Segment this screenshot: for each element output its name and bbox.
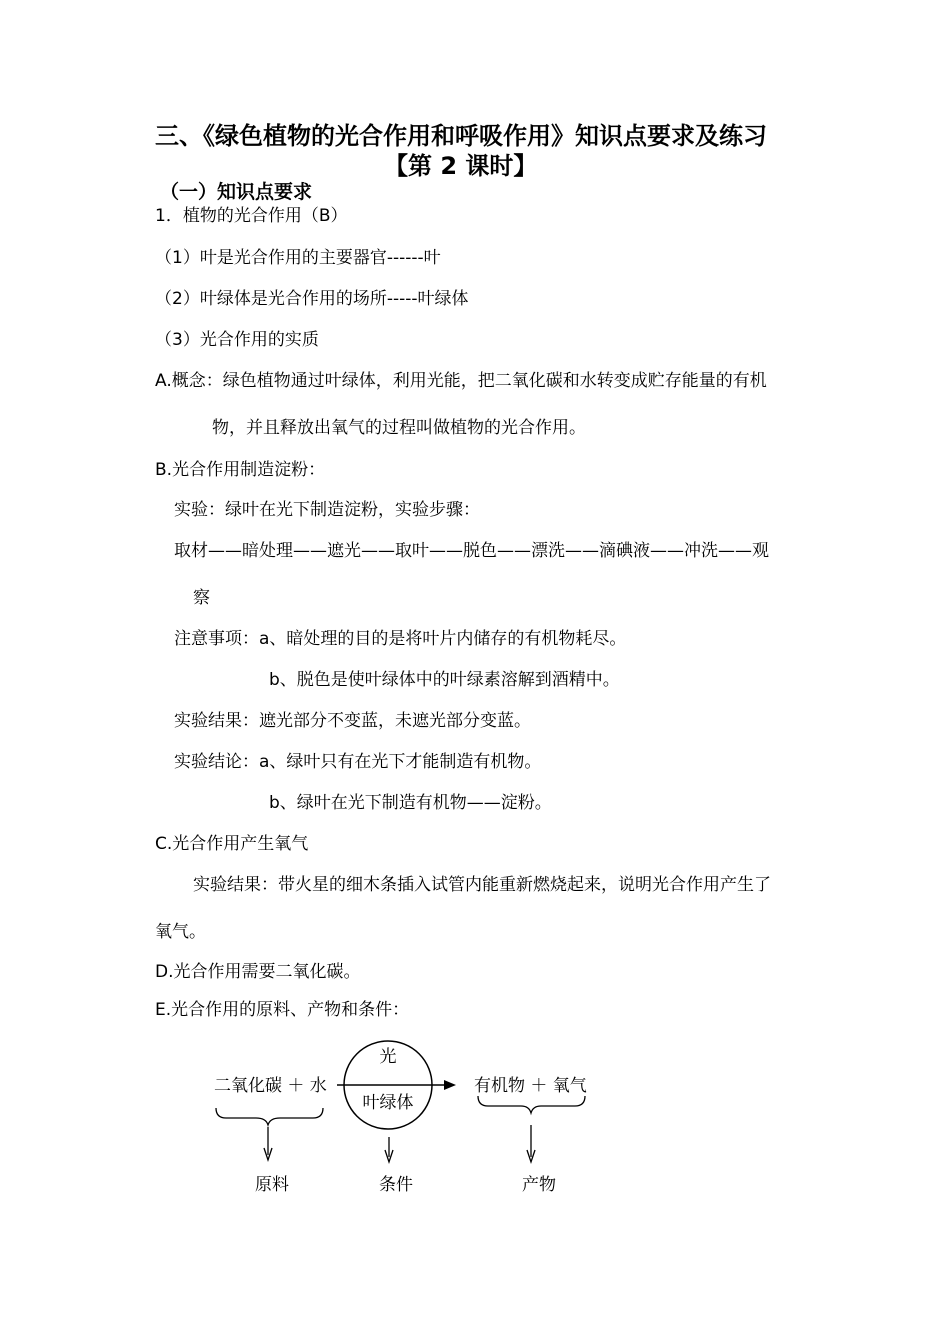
page-title-line2: 【第 2 课时】 (384, 152, 538, 180)
raw-product-condition-heading: E.光合作用的原料、产物和条件： (155, 1000, 410, 1020)
products-brace (478, 1096, 585, 1113)
diagram-light: 光 (379, 1047, 397, 1067)
reactants-brace (216, 1108, 323, 1125)
starch-heading: B.光合作用制造淀粉： (155, 460, 326, 480)
diagram-products: 有机物 ＋ 氧气 (474, 1076, 587, 1096)
steps-line2: 察 (193, 588, 210, 608)
item-1-3: （3）光合作用的实质 (155, 330, 319, 350)
result-line: 实验结果：遮光部分不变蓝，未遮光部分变蓝。 (174, 711, 531, 731)
concept-line2: 物，并且释放出氧气的过程叫做植物的光合作用。 (212, 418, 586, 438)
notes-a: 注意事项：a、暗处理的目的是将叶片内储存的有机物耗尽。 (174, 629, 627, 649)
oxygen-result-line1: 实验结果：带火星的细木条插入试管内能重新燃烧起来，说明光合作用产生了 (193, 875, 771, 895)
label-raw: 原料 (255, 1175, 289, 1195)
conclusion-a: 实验结论：a、绿叶只有在光下才能制造有机物。 (174, 752, 542, 772)
diagram-chloroplast: 叶绿体 (362, 1093, 414, 1113)
oxygen-result-line2: 氧气。 (155, 922, 206, 942)
label-condition: 条件 (379, 1175, 413, 1195)
label-product: 产物 (522, 1175, 556, 1195)
diagram-reactants: 二氧化碳 ＋ 水 (214, 1076, 327, 1096)
item-1-1: （1）叶是光合作用的主要器官------叶 (155, 248, 441, 268)
notes-b: b、脱色是使叶绿体中的叶绿素溶解到酒精中。 (269, 670, 620, 690)
item-1-2: （2）叶绿体是光合作用的场所-----叶绿体 (155, 289, 469, 309)
reaction-arrowhead (444, 1080, 456, 1090)
conclusion-b: b、绿叶在光下制造有机物——淀粉。 (269, 793, 552, 813)
section-heading: （一）知识点要求 (160, 181, 313, 203)
page-title-line1: 三、《绿色植物的光合作用和呼吸作用》知识点要求及练习 (155, 122, 767, 150)
oxygen-heading: C.光合作用产生氧气 (155, 834, 309, 854)
co2-line: D.光合作用需要二氧化碳。 (155, 962, 361, 982)
steps-line1: 取材——暗处理——遮光——取叶——脱色——漂洗——滴碘液——冲洗——观 (174, 541, 769, 561)
item-1: 1．植物的光合作用（B） (155, 206, 348, 226)
concept-line1: A.概念：绿色植物通过叶绿体，利用光能，把二氧化碳和水转变成贮存能量的有机 (155, 371, 767, 391)
experiment-line: 实验：绿叶在光下制造淀粉，实验步骤： (174, 500, 480, 520)
